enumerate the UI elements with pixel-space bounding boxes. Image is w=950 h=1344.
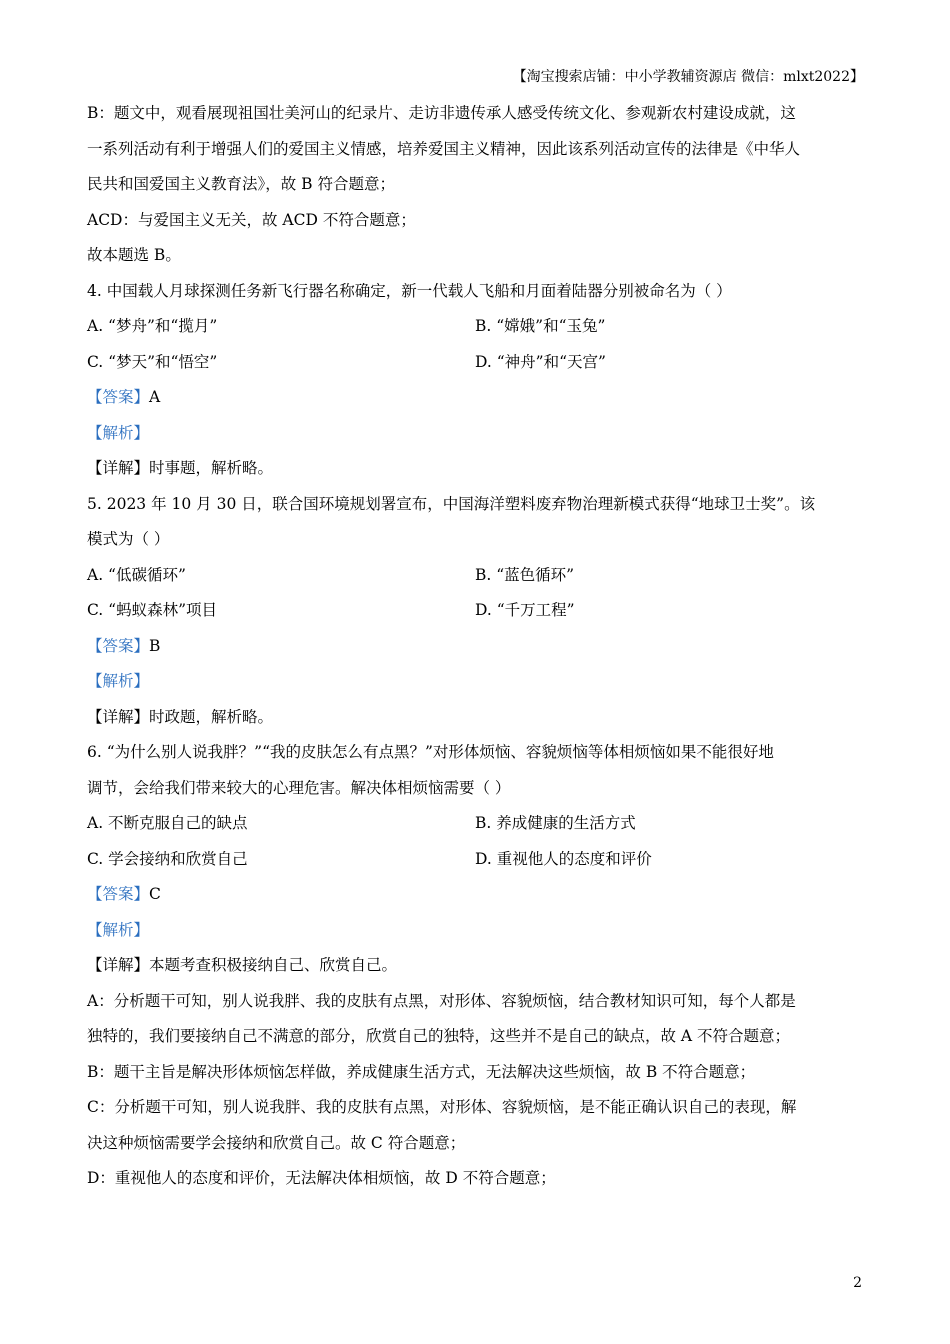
q6-explanation-line5: 决这种烦恼需要学会接纳和欣赏自己。故 C 符合题意； xyxy=(87,1133,466,1152)
q4-answer xyxy=(87,380,867,416)
q5-option-c: C. “蚂蚁森林”项目 xyxy=(87,601,218,619)
q4-detail xyxy=(87,451,867,487)
q5-analysis xyxy=(87,664,867,700)
q6-option-a: A. 不断克服自己的缺点 xyxy=(87,814,248,832)
detail-label: 【详解】 xyxy=(87,459,150,477)
q5-detail-text: 时政题，解析略。 xyxy=(149,707,274,726)
page-header: 【淘宝搜索店铺：中小学教辅资源店 微信：mlxt2022】 xyxy=(512,69,864,85)
q4-option-c: C. “梦天”和“悟空” xyxy=(87,352,218,371)
q5-stem-line2: 模式为（ ） xyxy=(87,530,170,548)
q4-option-d: D. “神舟”和“天宫” xyxy=(475,352,606,371)
document-body xyxy=(87,96,867,1197)
q5-answer xyxy=(87,629,867,665)
q5-option-d: D. “千万工程” xyxy=(475,601,575,619)
q6-detail xyxy=(87,948,867,984)
q6-stem-line1: 6. “为什么别人说我胖？”“我的皮肤怎么有点黑？”对形体烦恼、容貌烦恼等体相烦恼如果不能很好地 xyxy=(87,743,774,761)
answer-label: 【答案】 xyxy=(87,885,150,903)
detail-label: 【详解】 xyxy=(87,956,150,974)
q3-explanation-b-line2: 一系列活动有利于增强人们的爱国主义情感，培养爱国主义精神，因此该系列活动宣传的法律是《中华人 xyxy=(87,139,801,158)
q6-explanation-line4: C：分析题干可知，别人说我胖、我的皮肤有点黑，对形体、容貌烦恼，是不能正确认识自己的表现，解 xyxy=(87,1098,797,1116)
q4-answer-value: A xyxy=(149,388,161,406)
answer-label: 【答案】 xyxy=(87,388,150,406)
analysis-label: 【解析】 xyxy=(87,672,150,690)
q4-detail-text: 时事题，解析略。 xyxy=(149,459,274,477)
q5-option-a: A. “低碳循环” xyxy=(87,565,186,584)
q4-stem: 4. 中国载人月球探测任务新飞行器名称确定，新一代载人飞船和月面着陆器分别被命名为（ ） xyxy=(87,281,732,300)
q6-stem-line2: 调节，会给我们带来较大的心理危害。解决体相烦恼需要（ ） xyxy=(87,778,511,797)
q6-options-row1 xyxy=(87,806,867,842)
q4-options-row2 xyxy=(87,345,867,381)
q6-options-row2 xyxy=(87,842,867,878)
q6-answer xyxy=(87,877,867,913)
q6-answer-value: C xyxy=(149,885,161,903)
q6-option-d: D. 重视他人的态度和评价 xyxy=(475,849,652,868)
q6-explanation-line6: D：重视他人的态度和评价，无法解决体相烦恼，故 D 不符合题意； xyxy=(87,1169,556,1187)
q6-option-c: C. 学会接纳和欣赏自己 xyxy=(87,849,248,868)
q5-answer-value: B xyxy=(149,636,161,655)
q4-analysis xyxy=(87,416,867,452)
q5-stem-line1: 5. 2023 年 10 月 30 日，联合国环境规划署宣布，中国海洋塑料废弃物治理新模式获得“地球卫士奖”。该 xyxy=(87,494,816,513)
q5-options-row2 xyxy=(87,593,867,629)
q6-explanation-line1: A：分析题干可知，别人说我胖、我的皮肤有点黑，对形体、容貌烦恼，结合教材知识可知，每个人都是 xyxy=(87,991,796,1010)
q5-detail xyxy=(87,700,867,736)
q5-option-b: B. “蓝色循环” xyxy=(475,565,575,584)
q3-explanation-acd: ACD：与爱国主义无关，故 ACD 不符合题意； xyxy=(87,210,416,229)
q6-option-b: B. 养成健康的生活方式 xyxy=(475,814,636,832)
q4-options-row1 xyxy=(87,309,867,345)
q5-options-row1 xyxy=(87,558,867,594)
analysis-label: 【解析】 xyxy=(87,920,150,939)
q4-option-a: A. “梦舟”和“揽月” xyxy=(87,317,218,335)
analysis-label: 【解析】 xyxy=(87,423,150,442)
q6-explanation-line3: B：题干主旨是解决形体烦恼怎样做，养成健康生活方式，无法解决这些烦恼，故 B 不符合题意； xyxy=(87,1062,756,1081)
q3-explanation-b-line1: B：题文中，观看展现祖国壮美河山的纪录片、走访非遗传承人感受传统文化、参观新农村建设成就，这 xyxy=(87,104,796,122)
q3-explanation-b-line3: 民共和国爱国主义教育法》，故 B 符合题意； xyxy=(87,175,395,193)
answer-label: 【答案】 xyxy=(87,636,150,655)
q6-explanation-line2: 独特的，我们要接纳自己不满意的部分，欣赏自己的独特，这些并不是自己的缺点，故 A 不符合题意； xyxy=(87,1027,791,1045)
q3-conclusion: 故本题选 B。 xyxy=(87,246,181,264)
q6-analysis xyxy=(87,913,867,949)
page-number: 2 xyxy=(853,1275,862,1291)
detail-label: 【详解】 xyxy=(87,707,150,726)
q4-option-b: B. “嫦娥”和“玉兔” xyxy=(475,317,606,335)
q6-detail-text: 本题考查积极接纳自己、欣赏自己。 xyxy=(149,956,398,974)
